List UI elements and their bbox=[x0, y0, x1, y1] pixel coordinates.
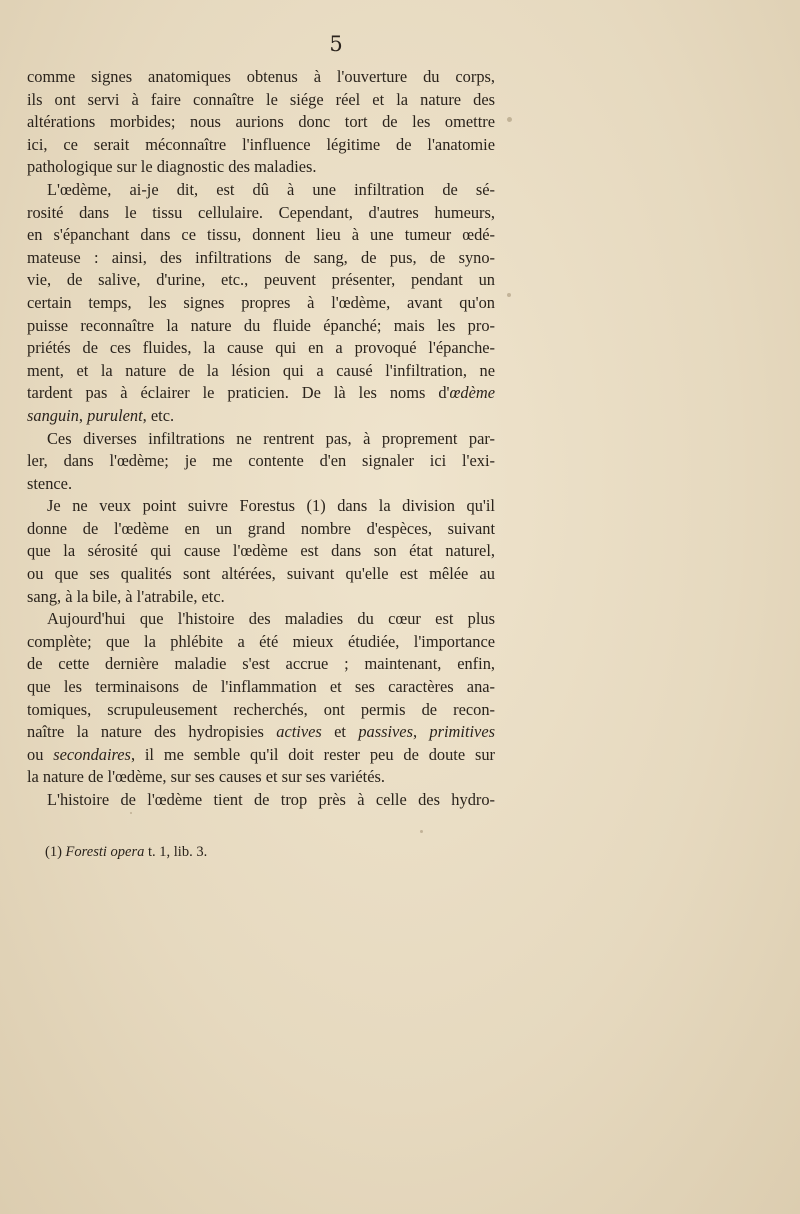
text-segment: ou bbox=[27, 744, 44, 764]
text-line: complète; que la phlébite a été mieux étudiée, l'importance bbox=[27, 631, 495, 651]
italic-term: purulent bbox=[87, 405, 143, 425]
italic-term: primitives bbox=[429, 722, 495, 742]
footnote-work: opera bbox=[110, 844, 145, 860]
paper-speck bbox=[420, 830, 423, 833]
text-segment: et bbox=[321, 722, 359, 742]
paragraph bbox=[27, 428, 495, 496]
text-segment: naître la nature des hydropisies bbox=[27, 722, 264, 742]
text-line: sang, à la bile, à l'atrabile, etc. bbox=[27, 586, 225, 606]
paper-speck bbox=[507, 117, 512, 122]
body-text bbox=[27, 66, 495, 812]
paragraph bbox=[27, 608, 495, 789]
footnote-reference: t. 1, lib. 3. bbox=[148, 844, 208, 860]
text-line: puisse reconnaître la nature du fluide épanché; mais les pro- bbox=[27, 315, 495, 335]
paragraph bbox=[27, 495, 495, 608]
text-line: vie, de salive, d'urine, etc., peuvent présenter, pendant un bbox=[27, 270, 495, 290]
text-line: priétés de ces fluides, la cause qui en a provoqué l'épanche- bbox=[27, 338, 495, 358]
text-line: donne de l'œdème en un grand nombre d'espèces, suivant bbox=[27, 518, 495, 538]
text-line: mateuse : ainsi, des infiltrations de sang, de pus, de syno- bbox=[27, 247, 495, 267]
italic-term: sanguin bbox=[27, 405, 79, 425]
paragraph bbox=[27, 789, 495, 812]
page-number: 5 bbox=[329, 32, 343, 56]
text-line: pathologique sur le diagnostic des maladies. bbox=[27, 157, 317, 177]
italic-term: passives bbox=[358, 722, 413, 742]
text-line: sanguin, purulent, etc. bbox=[27, 405, 175, 425]
text-line: de cette dernière maladie s'est accrue ; maintenant, enfin, bbox=[27, 654, 495, 674]
text-line: en s'épanchant dans ce tissu, donnent lieu à une tumeur œdé- bbox=[27, 225, 495, 245]
text-line: la nature de l'œdème, sur ses causes et sur ses variétés. bbox=[27, 767, 385, 787]
italic-term: actives bbox=[276, 722, 322, 742]
footnote-marker: (1) bbox=[45, 844, 62, 860]
text-line: altérations morbides; nous aurions donc tort de les omettre bbox=[27, 112, 495, 132]
text-segment: , etc. bbox=[142, 405, 175, 425]
text-segment: , il me semble qu'il doit rester peu de doute sur bbox=[130, 744, 495, 764]
text-line: ment, et la nature de la lésion qui a causé l'infiltration, ne bbox=[27, 360, 495, 380]
text-line: L'histoire de l'œdème tient de trop près à celle des hydro- bbox=[47, 790, 495, 809]
text-line: ler, dans l'œdème; je me contente d'en signaler ici l'exi- bbox=[27, 451, 495, 471]
text-line: comme signes anatomiques obtenus à l'ouverture du corps, bbox=[27, 67, 495, 86]
footnote-author: Foresti bbox=[65, 844, 107, 860]
italic-term: secondaires bbox=[53, 744, 131, 764]
text-line: que la sérosité qui cause l'œdème est dans son état naturel, bbox=[27, 541, 495, 561]
text-line: ils ont servi à faire connaître le siége réel et la nature des bbox=[27, 89, 495, 109]
footnote bbox=[45, 844, 207, 861]
paragraph bbox=[27, 66, 495, 179]
text-line: Ces diverses infiltrations ne rentrent pas, à proprement par- bbox=[47, 428, 495, 448]
paper-speck bbox=[130, 812, 132, 814]
text-line: ou que ses qualités sont altérées, suivant qu'elle est mêlée au bbox=[27, 564, 495, 584]
text-segment: , bbox=[412, 722, 430, 742]
text-line bbox=[27, 382, 495, 405]
text-line: tomiques, scrupuleusement recherchés, ont permis de recon- bbox=[27, 699, 495, 719]
text-line: L'œdème, ai-je dit, est dû à une infiltration de sé- bbox=[47, 179, 495, 199]
text-segment: tardent pas à éclairer le praticien. De là les noms d' bbox=[27, 383, 450, 403]
paper-speck bbox=[507, 293, 511, 297]
text-line: stence. bbox=[27, 473, 73, 493]
text-line bbox=[27, 744, 495, 767]
text-line: certain temps, les signes propres à l'œdème, avant qu'on bbox=[27, 292, 495, 312]
italic-term: œdème bbox=[449, 383, 495, 403]
text-line: ici, ce serait méconnaître l'influence légitime de l'anatomie bbox=[27, 134, 495, 154]
text-line: Je ne veux point suivre Forestus (1) dans la division qu'il bbox=[47, 496, 495, 516]
text-line: rosité dans le tissu cellulaire. Cependant, d'autres humeurs, bbox=[27, 202, 495, 222]
text-line bbox=[27, 721, 495, 744]
text-line: Aujourd'hui que l'histoire des maladies du cœur est plus bbox=[47, 609, 495, 629]
text-line: que les terminaisons de l'inflammation et ses caractères ana- bbox=[27, 677, 495, 697]
paragraph bbox=[27, 179, 495, 428]
